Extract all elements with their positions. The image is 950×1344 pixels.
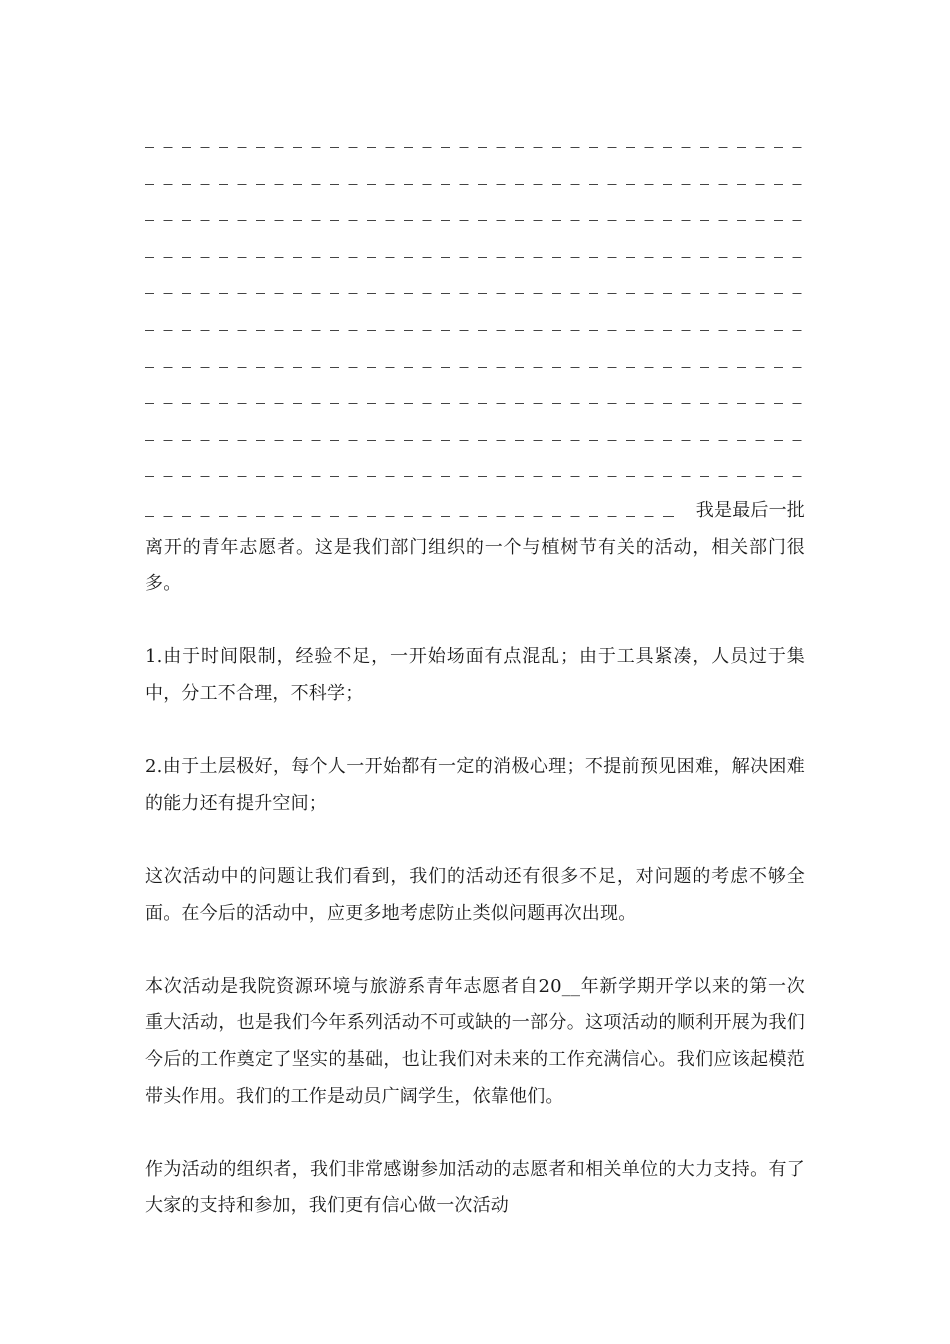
blank-fill-lines (145, 133, 810, 499)
paragraph: 作为活动的组织者，我们非常感谢参加活动的志愿者和相关单位的大力支持。有了大家的支持和参加，我们更有信心做一次活动 (145, 1158, 805, 1217)
paragraph: 2.由于土层极好，每个人一开始都有一定的消极心理；不提前预见困难，解决困难的能力还有提升空间； (145, 756, 805, 814)
dashed-line (145, 133, 810, 170)
dashed-line (145, 426, 810, 463)
paragraph: 这次活动中的问题让我们看到，我们的活动还有很多不足，对问题的考虑不够全面。在今后的活动中，应更多地考虑防止类似问题再次出现。 (145, 865, 805, 924)
dashed-line (145, 516, 673, 517)
underscore-mark (665, 516, 674, 517)
dashed-line (145, 389, 810, 426)
document-body (145, 493, 805, 1261)
dashed-line (145, 206, 810, 243)
lead-fragment: 我是最后一批 (695, 500, 805, 521)
dashed-line (145, 170, 810, 207)
dashed-line (145, 316, 810, 353)
dashed-line (145, 279, 810, 316)
dashed-line (145, 353, 810, 390)
paragraph: 本次活动是我院资源环境与旅游系青年志愿者自20__年新学期开学以来的第一次重大活动，也是我们今年系列活动不可或缺的一部分。这项活动的顺利开展为我们今后的工作奠定了坚实的基础，也让我们对未来的工作充满信心。我们应该起模范带头作用。我们的工作是动员广阔学生，依靠他们。 (145, 975, 805, 1107)
dashed-line (145, 243, 810, 280)
lead-line (145, 493, 805, 530)
paragraph: 1.由于时间限制，经验不足，一开始场面有点混乱；由于工具紧凑，人员过于集中，分工不合理，不科学； (145, 646, 805, 704)
paragraph: 离开的青年志愿者。这是我们部门组织的一个与植树节有关的活动，相关部门很多。 (145, 536, 805, 595)
